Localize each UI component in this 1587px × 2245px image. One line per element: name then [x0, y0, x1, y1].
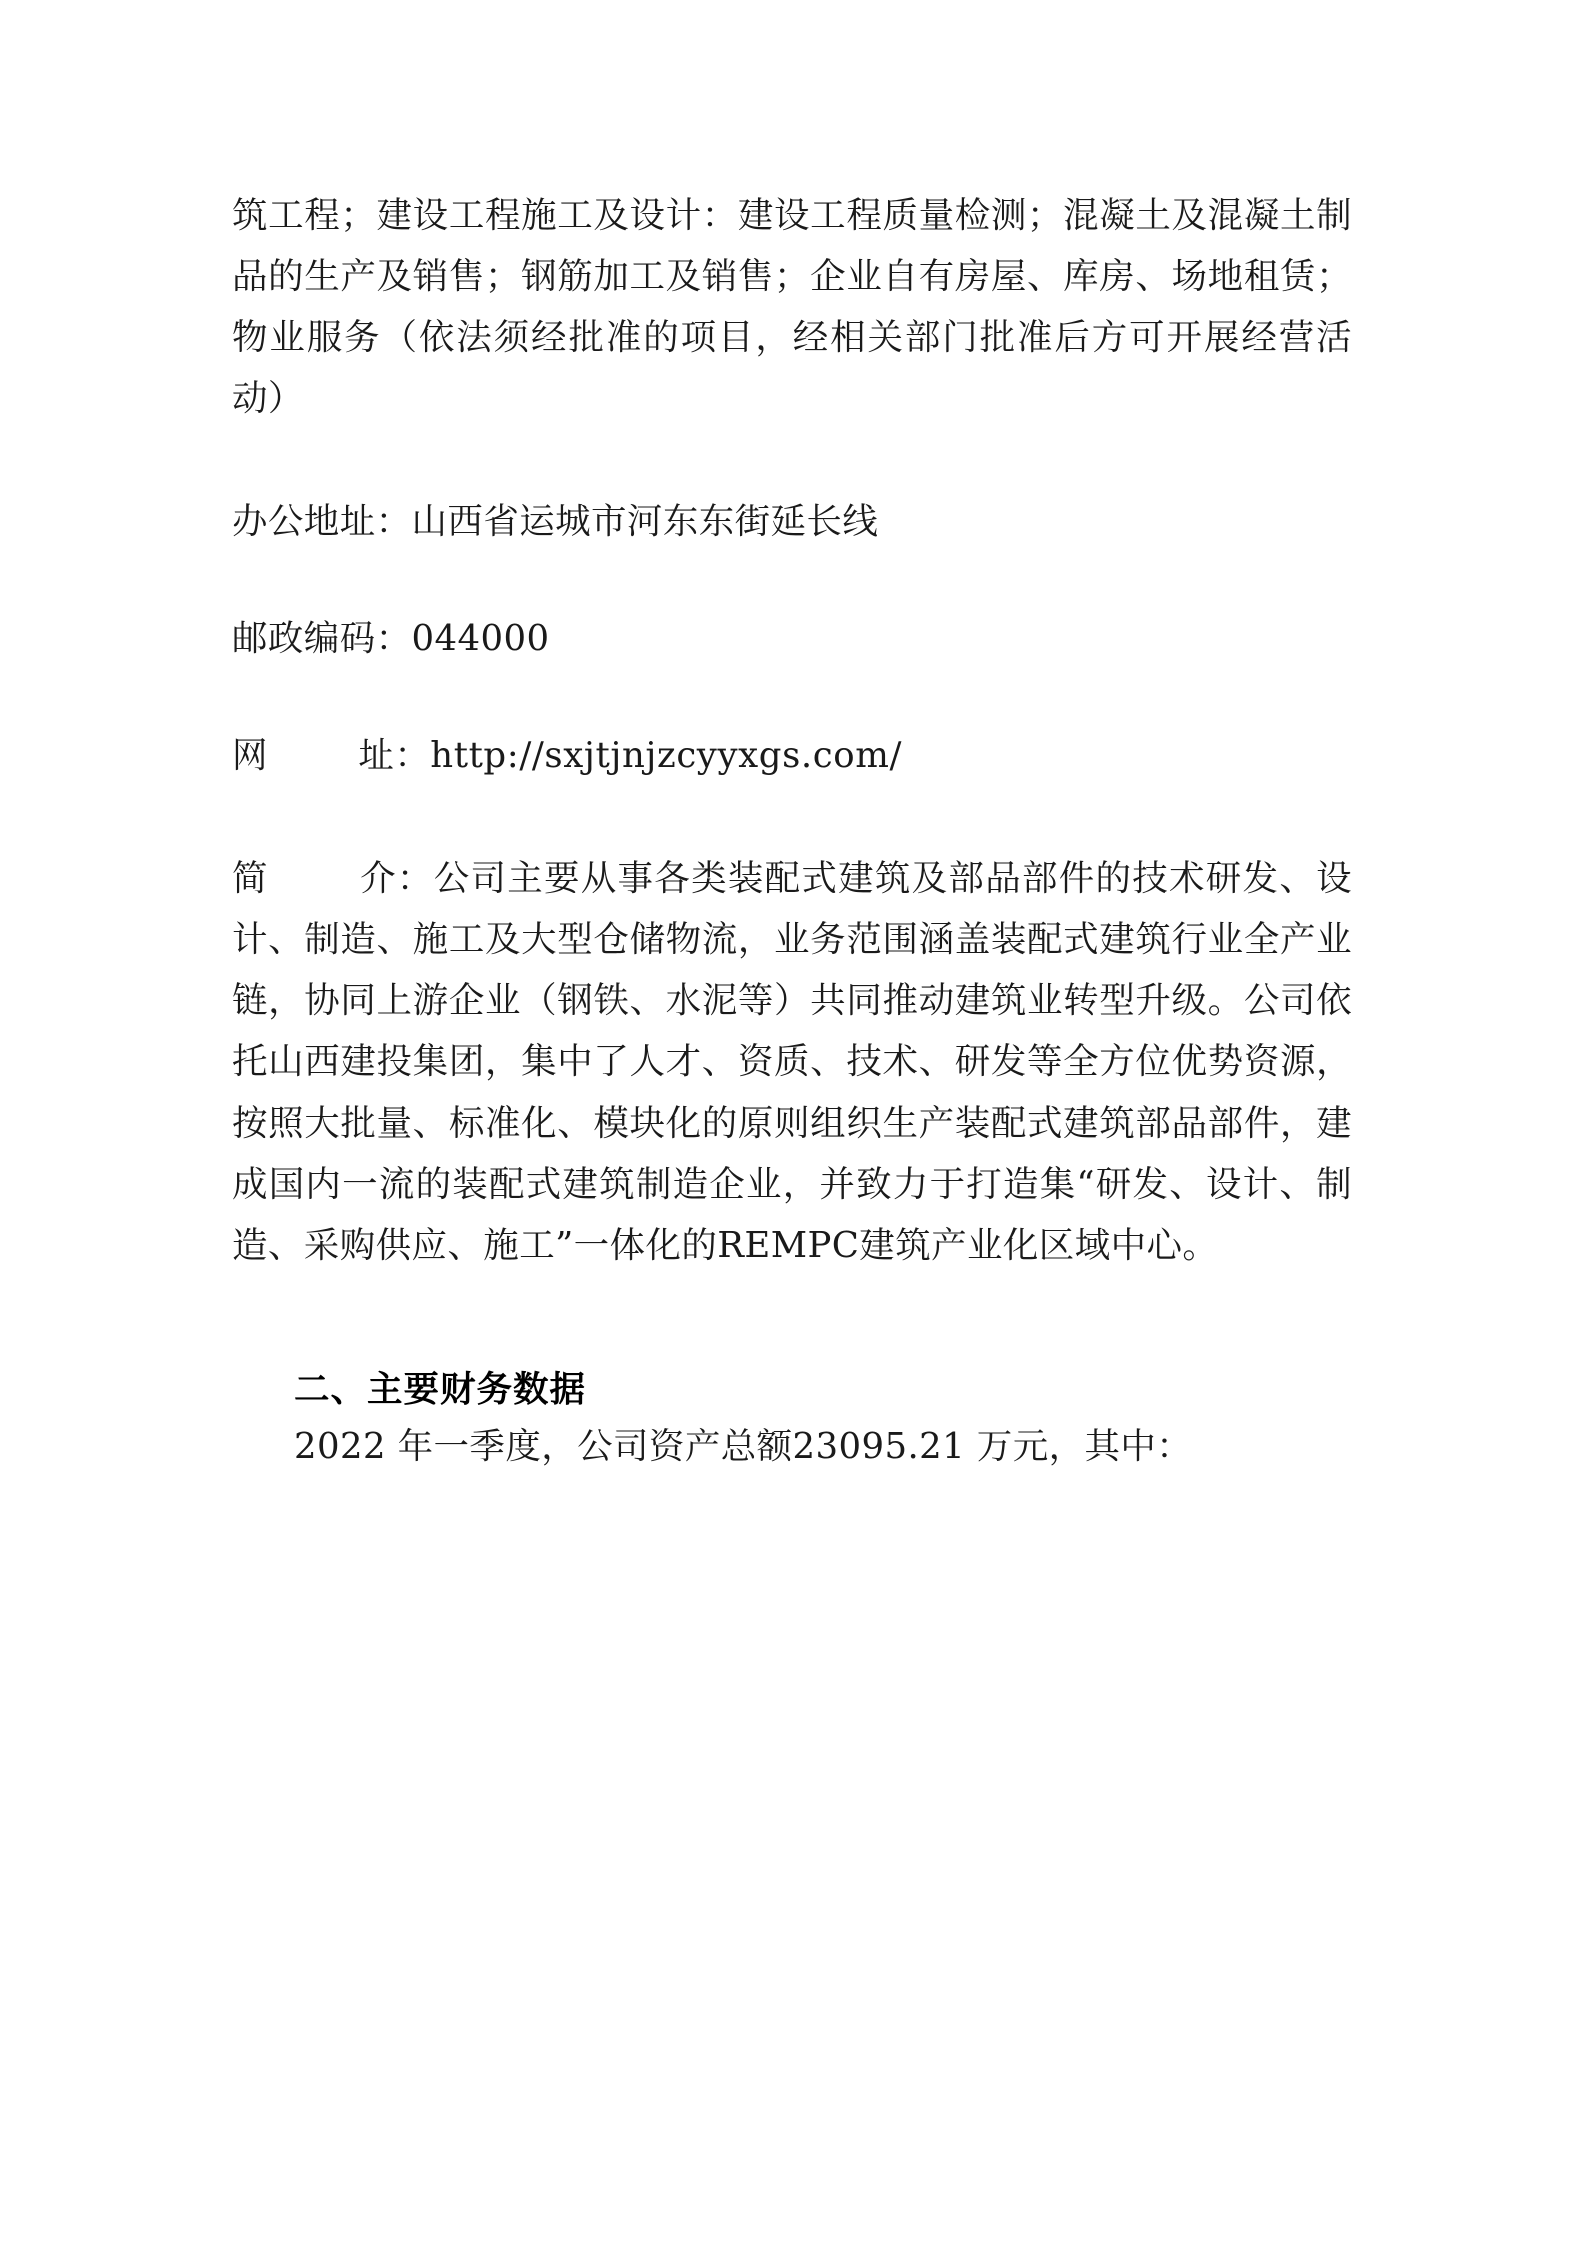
office-address-value: 山西省运城市河东东街延长线 — [411, 501, 879, 543]
postal-code-value: 044000 — [411, 618, 550, 660]
intro-label-first-char: 简 — [232, 858, 269, 900]
intro-label-rest: 介： — [359, 858, 434, 900]
website-label-rest: 址： — [358, 735, 431, 777]
document-body — [232, 185, 1352, 1477]
spacer — [232, 786, 1352, 848]
office-address-line — [232, 491, 1352, 552]
spacer — [232, 552, 1352, 608]
postal-code-line — [232, 608, 1352, 669]
section-heading-financial-data: 二、主要财务数据 — [294, 1368, 587, 1410]
spacer — [232, 429, 1352, 491]
spacer — [232, 669, 1352, 725]
postal-code-label: 邮政编码： — [232, 618, 412, 660]
office-address-label: 办公地址： — [232, 501, 412, 543]
website-url[interactable]: http://sxjtjnjzcyyxgs.com/ — [430, 735, 903, 777]
company-intro-paragraph — [232, 848, 1352, 1275]
section-first-line-financial-data: 2022 年一季度，公司资产总额23095.21 万元，其中： — [294, 1426, 1193, 1468]
spacer — [232, 1276, 1352, 1362]
paragraph-business-scope: 筑工程；建设工程施工及设计：建设工程质量检测；混凝土及混凝土制品的生产及销售；钢筋加工及销售；企业自有房屋、库房、场地租赁；物业服务（依法须经批准的项目，经相关部门批准后方可开展经营活动） — [232, 195, 1352, 420]
website-line — [232, 725, 1352, 786]
website-label-first-char: 网 — [232, 735, 268, 777]
intro-body-text: 公司主要从事各类装配式建筑及部品部件的技术研发、设计、制造、施工及大型仓储物流，业务范围涵盖装配式建筑行业全产业链，协同上游企业（钢铁、水泥等）共同推动建筑业转型升级。公司依托山西建投集团，集中了人才、资质、技术、研发等全方位优势资源，按照大批量、标准化、模块化的原则组织生产装配式建筑部品部件，建成国内一流的装配式建筑制造企业，并致力于打造集“研发、设计、制造、采购供应、施工”一体化的REMPC建筑产业化区域中心。 — [232, 858, 1352, 1266]
